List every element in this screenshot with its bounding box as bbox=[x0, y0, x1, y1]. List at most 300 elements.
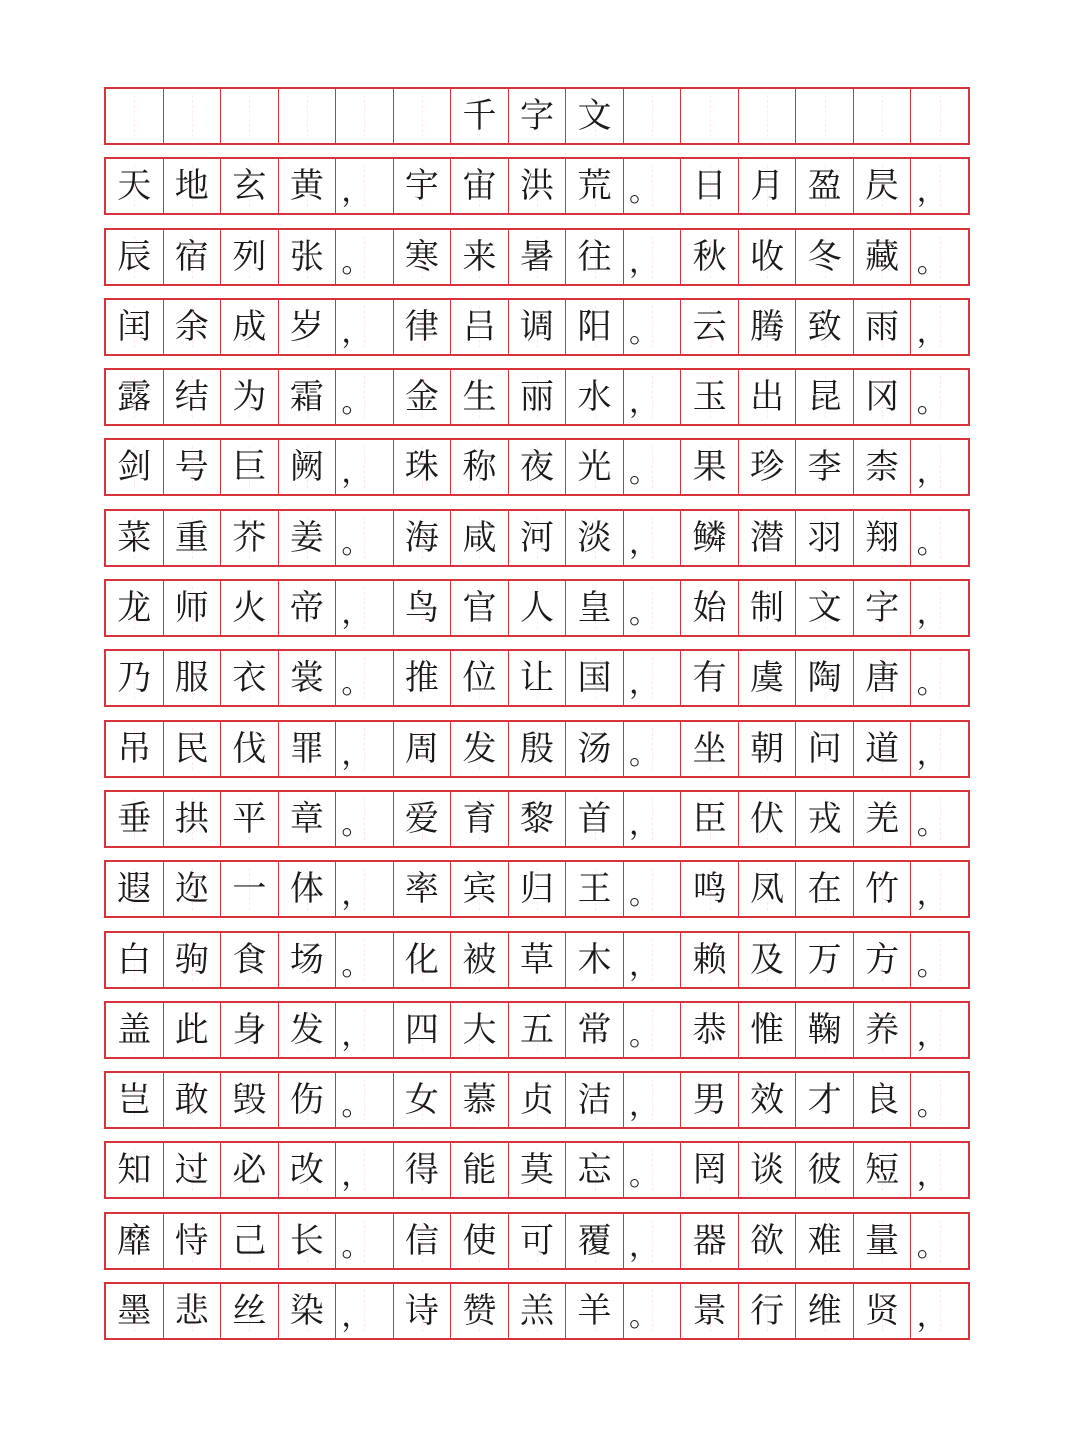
character-cell: 阳 bbox=[566, 300, 624, 354]
character-cell: 殷 bbox=[509, 722, 567, 776]
punctuation-cell bbox=[911, 230, 968, 284]
character-cell: 景 bbox=[681, 1284, 739, 1338]
character-cell: 己 bbox=[221, 1214, 279, 1268]
punctuation-mark: 。 bbox=[629, 174, 660, 210]
punctuation-cell bbox=[336, 511, 394, 565]
character-cell: 帝 bbox=[279, 581, 337, 635]
character-cell: 发 bbox=[279, 1003, 337, 1057]
character-cell: 大 bbox=[451, 1003, 509, 1057]
text-row bbox=[104, 1141, 970, 1199]
character-cell: 丽 bbox=[509, 370, 567, 424]
character-cell: 宿 bbox=[164, 230, 222, 284]
character-cell: 爱 bbox=[394, 792, 452, 846]
character-cell: 靡 bbox=[106, 1214, 164, 1268]
character-cell: 致 bbox=[796, 300, 854, 354]
character-cell: 秋 bbox=[681, 230, 739, 284]
character-cell: 食 bbox=[221, 933, 279, 987]
punctuation-mark: ， bbox=[916, 1299, 947, 1335]
character-cell: 悲 bbox=[164, 1284, 222, 1338]
character-cell: 位 bbox=[451, 651, 509, 705]
punctuation-cell bbox=[336, 1284, 394, 1338]
character-cell: 万 bbox=[796, 933, 854, 987]
punctuation-cell bbox=[911, 933, 968, 987]
punctuation-mark: ， bbox=[916, 1158, 947, 1194]
punctuation-mark: ， bbox=[629, 947, 660, 983]
character-cell: 云 bbox=[681, 300, 739, 354]
grid-cell bbox=[796, 89, 854, 143]
character-cell: 收 bbox=[739, 230, 797, 284]
character-cell: 辰 bbox=[106, 230, 164, 284]
punctuation-mark: 。 bbox=[916, 806, 947, 842]
punctuation-cell bbox=[336, 581, 394, 635]
punctuation-mark: ， bbox=[341, 1017, 372, 1053]
character-cell: 敢 bbox=[164, 1073, 222, 1127]
punctuation-cell bbox=[336, 300, 394, 354]
character-cell: 育 bbox=[451, 792, 509, 846]
character-cell: 推 bbox=[394, 651, 452, 705]
character-cell: 恃 bbox=[164, 1214, 222, 1268]
punctuation-mark: ， bbox=[916, 455, 947, 491]
character-cell: 珠 bbox=[394, 440, 452, 494]
character-cell: 赖 bbox=[681, 933, 739, 987]
character-cell: 藏 bbox=[854, 230, 912, 284]
character-cell: 制 bbox=[739, 581, 797, 635]
punctuation-cell bbox=[336, 862, 394, 916]
character-cell: 师 bbox=[164, 581, 222, 635]
character-cell: 诗 bbox=[394, 1284, 452, 1338]
text-row bbox=[104, 1282, 970, 1340]
title-char: 文 bbox=[566, 89, 624, 143]
character-cell: 生 bbox=[451, 370, 509, 424]
punctuation-cell bbox=[336, 1143, 394, 1197]
character-cell: 人 bbox=[509, 581, 567, 635]
grid-cell bbox=[221, 89, 279, 143]
character-cell: 昃 bbox=[854, 159, 912, 213]
character-cell: 巨 bbox=[221, 440, 279, 494]
punctuation-cell bbox=[624, 933, 682, 987]
character-cell: 章 bbox=[279, 792, 337, 846]
character-cell: 洁 bbox=[566, 1073, 624, 1127]
character-cell: 信 bbox=[394, 1214, 452, 1268]
character-cell: 日 bbox=[681, 159, 739, 213]
character-cell: 女 bbox=[394, 1073, 452, 1127]
punctuation-cell bbox=[911, 1143, 968, 1197]
character-cell: 成 bbox=[221, 300, 279, 354]
character-cell: 衣 bbox=[221, 651, 279, 705]
punctuation-cell bbox=[911, 1003, 968, 1057]
punctuation-cell bbox=[911, 159, 968, 213]
text-row bbox=[104, 931, 970, 989]
character-cell: 场 bbox=[279, 933, 337, 987]
text-row bbox=[104, 720, 970, 778]
punctuation-mark: 。 bbox=[341, 666, 372, 702]
character-cell: 火 bbox=[221, 581, 279, 635]
grid-cell bbox=[394, 89, 452, 143]
character-cell: 及 bbox=[739, 933, 797, 987]
character-cell: 常 bbox=[566, 1003, 624, 1057]
character-cell: 盖 bbox=[106, 1003, 164, 1057]
character-cell: 张 bbox=[279, 230, 337, 284]
character-cell: 坐 bbox=[681, 722, 739, 776]
punctuation-mark: 。 bbox=[629, 596, 660, 632]
character-cell: 器 bbox=[681, 1214, 739, 1268]
character-cell: 调 bbox=[509, 300, 567, 354]
character-cell: 戎 bbox=[796, 792, 854, 846]
character-cell: 果 bbox=[681, 440, 739, 494]
punctuation-mark: ， bbox=[629, 1228, 660, 1264]
punctuation-mark: ， bbox=[629, 244, 660, 280]
character-cell: 墨 bbox=[106, 1284, 164, 1338]
character-cell: 列 bbox=[221, 230, 279, 284]
punctuation-mark: ， bbox=[629, 806, 660, 842]
character-cell: 行 bbox=[739, 1284, 797, 1338]
character-cell: 忘 bbox=[566, 1143, 624, 1197]
character-cell: 称 bbox=[451, 440, 509, 494]
character-cell: 官 bbox=[451, 581, 509, 635]
character-cell: 唐 bbox=[854, 651, 912, 705]
character-cell: 民 bbox=[164, 722, 222, 776]
character-cell: 迩 bbox=[164, 862, 222, 916]
punctuation-mark: 。 bbox=[916, 244, 947, 280]
character-cell: 木 bbox=[566, 933, 624, 987]
character-cell: 伐 bbox=[221, 722, 279, 776]
character-cell: 短 bbox=[854, 1143, 912, 1197]
punctuation-cell bbox=[336, 440, 394, 494]
title-char: 字 bbox=[509, 89, 567, 143]
character-cell: 玄 bbox=[221, 159, 279, 213]
character-cell: 身 bbox=[221, 1003, 279, 1057]
character-cell: 效 bbox=[739, 1073, 797, 1127]
character-cell: 白 bbox=[106, 933, 164, 987]
punctuation-cell bbox=[624, 651, 682, 705]
character-cell: 过 bbox=[164, 1143, 222, 1197]
punctuation-mark: 。 bbox=[341, 947, 372, 983]
text-row bbox=[104, 509, 970, 567]
text-row bbox=[104, 579, 970, 637]
character-cell: 冈 bbox=[854, 370, 912, 424]
character-cell: 染 bbox=[279, 1284, 337, 1338]
punctuation-mark: 。 bbox=[916, 385, 947, 421]
text-row bbox=[104, 1212, 970, 1270]
text-row bbox=[104, 649, 970, 707]
punctuation-mark: 。 bbox=[341, 1228, 372, 1264]
punctuation-cell bbox=[911, 1284, 968, 1338]
punctuation-cell bbox=[911, 1214, 968, 1268]
character-cell: 宇 bbox=[394, 159, 452, 213]
character-cell: 垂 bbox=[106, 792, 164, 846]
character-cell: 伏 bbox=[739, 792, 797, 846]
character-cell: 月 bbox=[739, 159, 797, 213]
character-cell: 罪 bbox=[279, 722, 337, 776]
character-cell: 覆 bbox=[566, 1214, 624, 1268]
character-cell: 体 bbox=[279, 862, 337, 916]
character-cell: 罔 bbox=[681, 1143, 739, 1197]
punctuation-mark: ， bbox=[916, 596, 947, 632]
character-cell: 鳞 bbox=[681, 511, 739, 565]
character-cell: 伤 bbox=[279, 1073, 337, 1127]
character-cell: 道 bbox=[854, 722, 912, 776]
grid-cell bbox=[336, 89, 394, 143]
character-cell: 柰 bbox=[854, 440, 912, 494]
title-row bbox=[104, 87, 970, 145]
character-cell: 量 bbox=[854, 1214, 912, 1268]
punctuation-cell bbox=[624, 581, 682, 635]
punctuation-mark: ， bbox=[629, 385, 660, 421]
punctuation-cell bbox=[624, 1214, 682, 1268]
grid-cell bbox=[279, 89, 337, 143]
character-cell: 玉 bbox=[681, 370, 739, 424]
character-cell: 能 bbox=[451, 1143, 509, 1197]
character-cell: 出 bbox=[739, 370, 797, 424]
character-cell: 李 bbox=[796, 440, 854, 494]
character-cell: 潜 bbox=[739, 511, 797, 565]
practice-sheet bbox=[104, 87, 970, 1352]
character-cell: 草 bbox=[509, 933, 567, 987]
character-cell: 字 bbox=[854, 581, 912, 635]
character-cell: 吕 bbox=[451, 300, 509, 354]
character-cell: 菜 bbox=[106, 511, 164, 565]
character-cell: 腾 bbox=[739, 300, 797, 354]
punctuation-mark: 。 bbox=[341, 525, 372, 561]
character-cell: 羽 bbox=[796, 511, 854, 565]
character-cell: 地 bbox=[164, 159, 222, 213]
punctuation-mark: ， bbox=[629, 1088, 660, 1124]
character-cell: 羔 bbox=[509, 1284, 567, 1338]
punctuation-mark: 。 bbox=[341, 1088, 372, 1124]
character-cell: 毁 bbox=[221, 1073, 279, 1127]
punctuation-cell bbox=[911, 1073, 968, 1127]
grid-cell bbox=[681, 89, 739, 143]
character-cell: 良 bbox=[854, 1073, 912, 1127]
character-cell: 律 bbox=[394, 300, 452, 354]
punctuation-cell bbox=[624, 511, 682, 565]
punctuation-mark: 。 bbox=[629, 736, 660, 772]
character-cell: 冬 bbox=[796, 230, 854, 284]
text-row bbox=[104, 438, 970, 496]
character-cell: 惟 bbox=[739, 1003, 797, 1057]
character-cell: 谈 bbox=[739, 1143, 797, 1197]
punctuation-mark: 。 bbox=[341, 385, 372, 421]
title-char: 千 bbox=[451, 89, 509, 143]
punctuation-cell bbox=[911, 440, 968, 494]
character-cell: 珍 bbox=[739, 440, 797, 494]
character-cell: 有 bbox=[681, 651, 739, 705]
character-cell: 露 bbox=[106, 370, 164, 424]
text-row bbox=[104, 1071, 970, 1129]
character-cell: 归 bbox=[509, 862, 567, 916]
punctuation-cell bbox=[336, 230, 394, 284]
punctuation-mark: ， bbox=[341, 1158, 372, 1194]
character-cell: 周 bbox=[394, 722, 452, 776]
character-cell: 来 bbox=[451, 230, 509, 284]
punctuation-cell bbox=[624, 1073, 682, 1127]
punctuation-cell bbox=[911, 651, 968, 705]
character-cell: 首 bbox=[566, 792, 624, 846]
punctuation-mark: 。 bbox=[629, 314, 660, 350]
character-cell: 在 bbox=[796, 862, 854, 916]
character-cell: 朝 bbox=[739, 722, 797, 776]
character-cell: 海 bbox=[394, 511, 452, 565]
character-cell: 闰 bbox=[106, 300, 164, 354]
character-cell: 始 bbox=[681, 581, 739, 635]
punctuation-mark: 。 bbox=[629, 877, 660, 913]
character-cell: 服 bbox=[164, 651, 222, 705]
character-cell: 彼 bbox=[796, 1143, 854, 1197]
character-cell: 必 bbox=[221, 1143, 279, 1197]
character-cell: 一 bbox=[221, 862, 279, 916]
character-cell: 国 bbox=[566, 651, 624, 705]
text-row bbox=[104, 860, 970, 918]
character-cell: 昆 bbox=[796, 370, 854, 424]
punctuation-mark: 。 bbox=[916, 947, 947, 983]
character-cell: 长 bbox=[279, 1214, 337, 1268]
character-cell: 贞 bbox=[509, 1073, 567, 1127]
character-cell: 慕 bbox=[451, 1073, 509, 1127]
text-row bbox=[104, 1001, 970, 1059]
character-cell: 暑 bbox=[509, 230, 567, 284]
character-cell: 皇 bbox=[566, 581, 624, 635]
text-row bbox=[104, 368, 970, 426]
character-cell: 宾 bbox=[451, 862, 509, 916]
punctuation-mark: 。 bbox=[629, 1299, 660, 1335]
punctuation-mark: 。 bbox=[341, 244, 372, 280]
punctuation-mark: ， bbox=[916, 877, 947, 913]
character-cell: 率 bbox=[394, 862, 452, 916]
character-cell: 荒 bbox=[566, 159, 624, 213]
character-cell: 寒 bbox=[394, 230, 452, 284]
text-rows bbox=[104, 157, 970, 1340]
punctuation-mark: ， bbox=[916, 314, 947, 350]
character-cell: 天 bbox=[106, 159, 164, 213]
character-cell: 裳 bbox=[279, 651, 337, 705]
character-cell: 夜 bbox=[509, 440, 567, 494]
grid-cell bbox=[739, 89, 797, 143]
character-cell: 赞 bbox=[451, 1284, 509, 1338]
punctuation-mark: 。 bbox=[916, 525, 947, 561]
character-cell: 鸣 bbox=[681, 862, 739, 916]
punctuation-mark: ， bbox=[341, 736, 372, 772]
punctuation-cell bbox=[911, 370, 968, 424]
punctuation-cell bbox=[336, 1073, 394, 1127]
punctuation-mark: ， bbox=[341, 314, 372, 350]
character-cell: 淡 bbox=[566, 511, 624, 565]
character-cell: 才 bbox=[796, 1073, 854, 1127]
character-cell: 水 bbox=[566, 370, 624, 424]
punctuation-cell bbox=[911, 511, 968, 565]
character-cell: 翔 bbox=[854, 511, 912, 565]
punctuation-mark: 。 bbox=[629, 1017, 660, 1053]
character-cell: 余 bbox=[164, 300, 222, 354]
character-cell: 可 bbox=[509, 1214, 567, 1268]
character-cell: 洪 bbox=[509, 159, 567, 213]
character-cell: 黄 bbox=[279, 159, 337, 213]
character-cell: 黎 bbox=[509, 792, 567, 846]
character-cell: 使 bbox=[451, 1214, 509, 1268]
punctuation-cell bbox=[911, 722, 968, 776]
character-cell: 剑 bbox=[106, 440, 164, 494]
punctuation-mark: ， bbox=[916, 174, 947, 210]
character-cell: 知 bbox=[106, 1143, 164, 1197]
punctuation-cell bbox=[911, 581, 968, 635]
character-cell: 岁 bbox=[279, 300, 337, 354]
character-cell: 雨 bbox=[854, 300, 912, 354]
character-cell: 往 bbox=[566, 230, 624, 284]
text-row bbox=[104, 228, 970, 286]
punctuation-mark: ， bbox=[629, 525, 660, 561]
character-cell: 河 bbox=[509, 511, 567, 565]
character-cell: 让 bbox=[509, 651, 567, 705]
text-row bbox=[104, 790, 970, 848]
character-cell: 养 bbox=[854, 1003, 912, 1057]
punctuation-cell bbox=[624, 440, 682, 494]
punctuation-cell bbox=[336, 159, 394, 213]
grid-cell bbox=[624, 89, 682, 143]
character-cell: 光 bbox=[566, 440, 624, 494]
character-cell: 宙 bbox=[451, 159, 509, 213]
punctuation-cell bbox=[336, 792, 394, 846]
character-cell: 陶 bbox=[796, 651, 854, 705]
punctuation-mark: ， bbox=[341, 1299, 372, 1335]
character-cell: 被 bbox=[451, 933, 509, 987]
character-cell: 羊 bbox=[566, 1284, 624, 1338]
punctuation-cell bbox=[624, 230, 682, 284]
character-cell: 化 bbox=[394, 933, 452, 987]
character-cell: 结 bbox=[164, 370, 222, 424]
text-row bbox=[104, 157, 970, 215]
punctuation-mark: ， bbox=[341, 455, 372, 491]
character-cell: 五 bbox=[509, 1003, 567, 1057]
character-cell: 方 bbox=[854, 933, 912, 987]
character-cell: 维 bbox=[796, 1284, 854, 1338]
character-cell: 汤 bbox=[566, 722, 624, 776]
character-cell: 盈 bbox=[796, 159, 854, 213]
character-cell: 凤 bbox=[739, 862, 797, 916]
punctuation-cell bbox=[336, 1214, 394, 1268]
grid-cell bbox=[911, 89, 968, 143]
character-cell: 恭 bbox=[681, 1003, 739, 1057]
character-cell: 芥 bbox=[221, 511, 279, 565]
character-cell: 得 bbox=[394, 1143, 452, 1197]
grid-cell bbox=[164, 89, 222, 143]
grid-cell bbox=[854, 89, 912, 143]
punctuation-mark: 。 bbox=[916, 666, 947, 702]
character-cell: 霜 bbox=[279, 370, 337, 424]
character-cell: 平 bbox=[221, 792, 279, 846]
punctuation-cell bbox=[624, 1284, 682, 1338]
character-cell: 问 bbox=[796, 722, 854, 776]
character-cell: 王 bbox=[566, 862, 624, 916]
character-cell: 竹 bbox=[854, 862, 912, 916]
character-cell: 羌 bbox=[854, 792, 912, 846]
character-cell: 贤 bbox=[854, 1284, 912, 1338]
punctuation-cell bbox=[336, 370, 394, 424]
punctuation-mark: ， bbox=[916, 736, 947, 772]
character-cell: 臣 bbox=[681, 792, 739, 846]
character-cell: 此 bbox=[164, 1003, 222, 1057]
punctuation-mark: 。 bbox=[341, 806, 372, 842]
character-cell: 驹 bbox=[164, 933, 222, 987]
character-cell: 吊 bbox=[106, 722, 164, 776]
punctuation-cell bbox=[336, 1003, 394, 1057]
punctuation-mark: 。 bbox=[916, 1088, 947, 1124]
character-cell: 龙 bbox=[106, 581, 164, 635]
punctuation-mark: 。 bbox=[629, 455, 660, 491]
character-cell: 岂 bbox=[106, 1073, 164, 1127]
punctuation-mark: ， bbox=[916, 1017, 947, 1053]
character-cell: 文 bbox=[796, 581, 854, 635]
character-cell: 虞 bbox=[739, 651, 797, 705]
punctuation-cell bbox=[911, 862, 968, 916]
